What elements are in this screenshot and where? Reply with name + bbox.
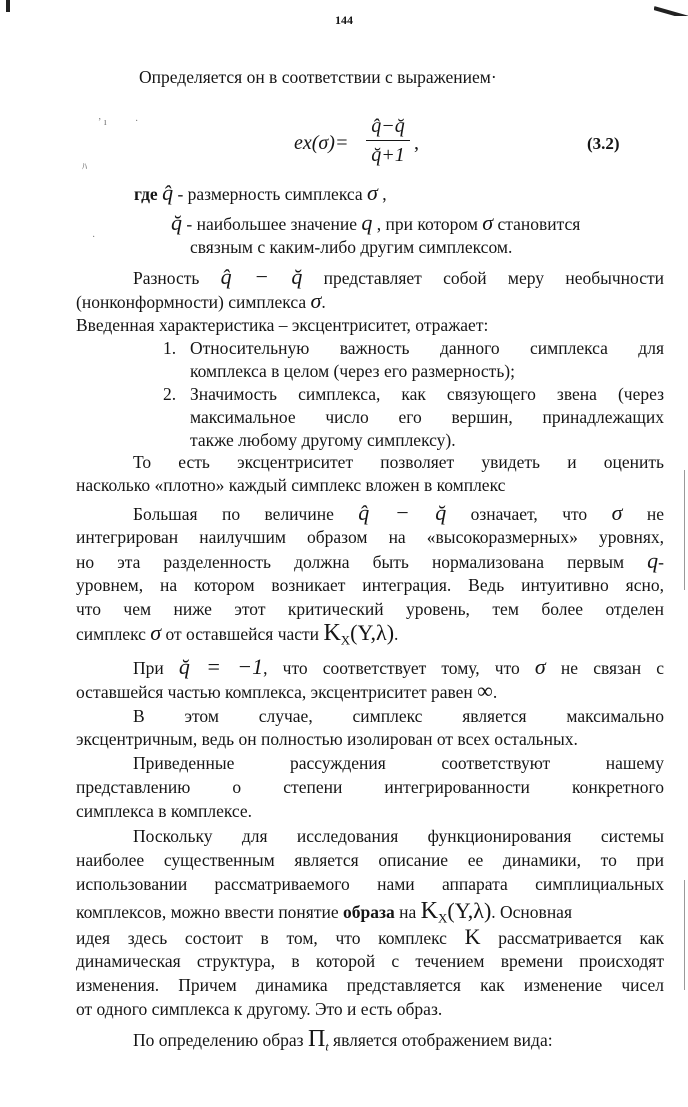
- text-fragment: Разность: [133, 268, 200, 288]
- image-subscript: t: [325, 1039, 329, 1054]
- text-fragment: симплекс: [76, 624, 146, 644]
- paragraph-line: насколько «плотно» каждый симплекс вложен в комплекс: [76, 475, 506, 495]
- difference-symbol: q̂ − q̆: [220, 264, 303, 289]
- formula-comma: ,: [414, 132, 419, 154]
- page-number: 144: [335, 13, 353, 27]
- paragraph-line: интегрирован наилучшим образом на «высокоразмерных» уровнях,: [76, 527, 664, 547]
- list-item-line: Значимость симплекса, как связующего звена (через: [190, 384, 664, 404]
- text-fragment: комплексов, можно ввести понятие: [76, 902, 339, 922]
- difference-symbol: q̂ − q̆: [358, 500, 447, 525]
- sigma-symbol: σ: [611, 500, 623, 525]
- list-item-line: максимальное число его вершин, принадлежащих: [190, 407, 664, 427]
- paragraph-line: [76, 622, 664, 652]
- text-fragment: , что соответствует тому, что: [263, 658, 520, 678]
- definition-line: [171, 212, 661, 235]
- paragraph-line: [76, 290, 664, 313]
- sigma-symbol: σ: [150, 620, 162, 645]
- definition-symbol: q̆: [171, 210, 182, 235]
- text-fragment: является отображением вида:: [333, 1030, 553, 1050]
- text-fragment: По определению образ: [133, 1030, 304, 1050]
- formula-lhs: ex(σ)=: [294, 132, 349, 154]
- scan-speck: ·: [92, 232, 96, 243]
- list-marker: 1.: [163, 338, 177, 358]
- scan-speck: ﾊ: [82, 162, 87, 173]
- q-symbol: q: [361, 210, 373, 235]
- scan-edge-line: [684, 880, 685, 990]
- paragraph-line: [76, 550, 664, 573]
- paragraph-line: динамическая структура, в которой с течением времени происходят: [76, 951, 664, 971]
- text-fragment: .: [394, 624, 399, 644]
- text-fragment: .: [492, 682, 498, 702]
- scan-artifact-left: [6, 0, 10, 12]
- paragraph-line: наиболее существенным является описание ее динамики, то при: [76, 850, 664, 870]
- paragraph-line: что чем ниже этот критический уровень, тем более отделен: [76, 599, 664, 619]
- paragraph-line: уровнем, на котором возникает интеграция. Ведь интуитивно ясно,: [76, 575, 664, 595]
- paragraph-line: Введенная характеристика – эксцентриситет, отражает:: [76, 315, 489, 335]
- formula-numerator: q̂−q̆: [371, 115, 405, 137]
- paragraph-line: представлению о степени интегрированности конкретного: [76, 777, 664, 797]
- definition-line: связным с каким-либо другим симплексом.: [190, 237, 513, 257]
- paragraph-line: [76, 680, 664, 703]
- complex-subscript: X: [340, 632, 351, 648]
- text-fragment: означает, что: [470, 504, 588, 524]
- complex-subscript: X: [438, 910, 448, 926]
- bold-term: образа: [343, 902, 395, 922]
- paragraph-line: [133, 1028, 664, 1058]
- definition-text: - размерность симплекса: [173, 184, 368, 204]
- text-fragment: При: [133, 658, 164, 678]
- definition-end: становится: [493, 214, 581, 234]
- text-fragment: оставшейся частью комплекса, эксцентриситет равен: [76, 682, 473, 702]
- text-fragment: [178, 654, 520, 679]
- paragraph-line: Приведенные рассуждения соответствуют нашему: [133, 753, 664, 773]
- intro-line: Определяется он в соответствии с выражением·: [139, 67, 497, 87]
- list-item-line: комплекса в целом (через его размерность);: [190, 361, 515, 381]
- definition-symbol: q̂: [162, 180, 174, 205]
- sigma-symbol: σ: [367, 180, 378, 205]
- text-fragment: на: [399, 902, 417, 922]
- text-fragment: [647, 548, 664, 573]
- q-breve-symbol: q̆ = −1: [178, 654, 264, 679]
- definition-text: - наибольшее значение: [182, 214, 362, 234]
- text-fragment: не: [646, 504, 665, 524]
- text-fragment: не связан с: [560, 658, 664, 678]
- paragraph-line: В этом случае, симплекс является максимально: [133, 706, 664, 726]
- text-fragment: .: [321, 292, 326, 312]
- text-fragment: . Основная: [491, 902, 572, 922]
- paragraph-line: Поскольку для исследования функционирования системы: [133, 826, 664, 846]
- definition-text: , при котором: [372, 214, 483, 234]
- definition-line: [134, 182, 654, 205]
- paragraph-line: эксцентричным, ведь он полностью изолирован от всех остальных.: [76, 729, 578, 749]
- complex-args: (Y,λ): [350, 620, 395, 645]
- infinity-symbol: ∞: [477, 678, 493, 703]
- text-fragment: рассматривается как: [498, 928, 664, 948]
- formula-fraction: [366, 114, 410, 167]
- text-fragment: -: [658, 552, 664, 572]
- complex-symbol: K: [464, 924, 481, 949]
- paragraph-line: изменения. Причем динамика представляется как изменение чисел: [76, 975, 664, 995]
- paragraph-line: То есть эксцентриситет позволяет увидеть и оценить: [133, 452, 664, 472]
- image-symbol: Π: [307, 1026, 326, 1052]
- scan-speck: ʼ ı: [98, 117, 107, 128]
- definition-lead: где: [134, 184, 158, 204]
- text-fragment: от оставшейся части: [165, 624, 320, 644]
- definition-end: ,: [377, 184, 387, 204]
- list-marker: 2.: [163, 384, 177, 404]
- list-item-line: Относительную важность данного симплекса для: [190, 338, 664, 358]
- complex-symbol: K: [420, 898, 439, 924]
- sigma-symbol: σ: [482, 210, 494, 235]
- formula-denominator: q̆+1: [371, 144, 405, 166]
- equation-number: (3.2): [587, 134, 620, 153]
- complex-args: (Y,λ): [447, 898, 492, 923]
- complex-symbol: K: [323, 620, 341, 646]
- list-item-line: также любому другому симплексу).: [190, 430, 456, 450]
- text-fragment: представляет собой меру необычности: [323, 268, 665, 288]
- paragraph-line: [133, 502, 664, 525]
- paragraph-line: [76, 926, 664, 949]
- paragraph-line: использовании рассматриваемого нами аппарата симплициальных: [76, 874, 664, 894]
- text-fragment: идея здесь состоит в том, что комплекс: [76, 928, 447, 948]
- paragraph-line: [133, 266, 664, 289]
- sigma-symbol: σ: [534, 654, 546, 679]
- sigma-symbol: σ: [310, 288, 322, 313]
- text-fragment: но эта разделенность должна быть нормализована первым: [76, 552, 625, 572]
- paragraph-line: [133, 656, 664, 679]
- scan-speck: ·: [135, 116, 139, 127]
- paragraph-line: от одного симплекса к другому. Это и есть образ.: [76, 999, 443, 1019]
- fraction-bar: [366, 140, 410, 141]
- scan-edge-line: [684, 470, 685, 590]
- paragraph-line: симплекса в комплексе.: [76, 801, 253, 821]
- text-fragment: Большая по величине: [133, 504, 334, 524]
- q-symbol: q: [647, 548, 659, 573]
- text-fragment: (нонконформности) симплекса: [76, 292, 307, 312]
